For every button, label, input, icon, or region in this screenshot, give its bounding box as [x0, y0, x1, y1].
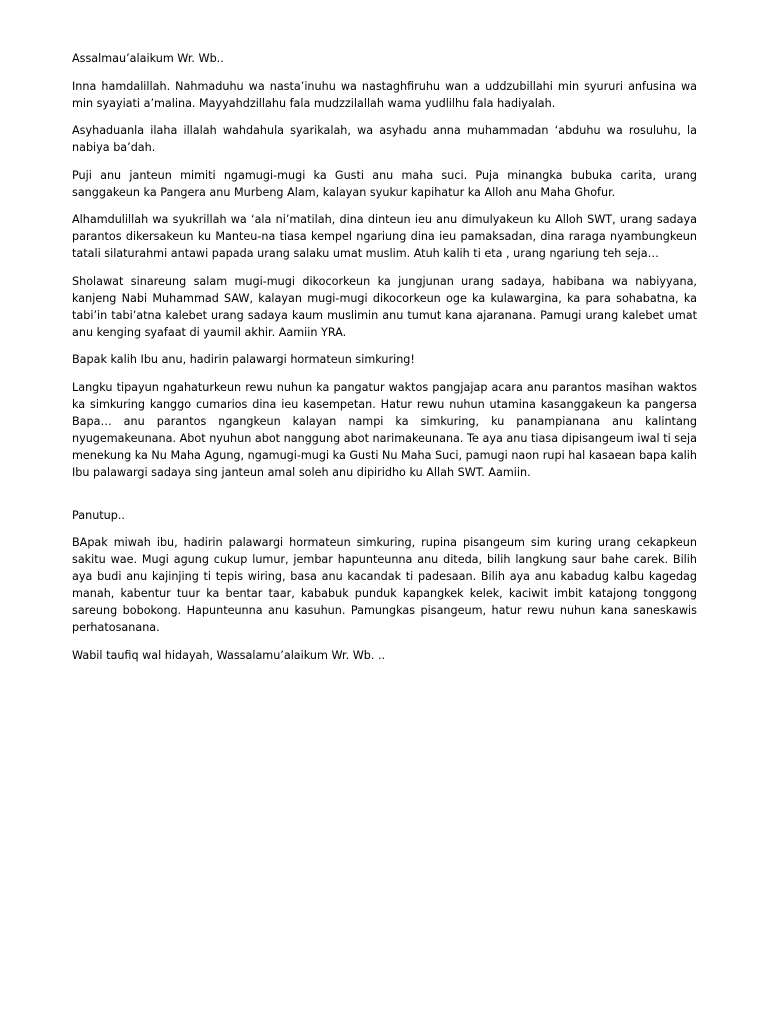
greeting-closing: Wabil taufiq wal hidayah, Wassalamu’alaikum Wr. Wb. .. [72, 648, 386, 662]
paragraph-hamdalah: Inna hamdalillah. Nahmaduhu wa nasta’inuhu wa nastaghfiruhu wan a uddzubillahi min syururi anfusina wa min syayiati a’malina. Mayyahdzillahu fala mudzzilallah wama yudlilhu fala hadiyalah. [72, 79, 697, 110]
section-heading-closing: Panutup.. [72, 508, 125, 522]
paragraph-sholawat: Sholawat sinareung salam mugi-mugi dikocorkeun ka jungjunan urang sadaya, habibana wa nabiyyana, kanjeng Nabi Muhammad SAW, kalayan mugi-mugi dikocorkeun oge ka kulawargina, ka para sohabatna, ka tabi’in tabi’atna kalebet urang sadaya kaum muslimin anu tumut kana ajaranana. Pamugi urang kalebet umat anu kenging syafaat di yaumil akhir. Aamiin YRA. [72, 274, 697, 339]
paragraph-thanks: Langku tipayun ngahaturkeun rewu nuhun ka pangatur waktos pangjajap acara anu parantos masihan waktos ka simkuring kanggo cumarios dina ieu kasempetan. Hatur rewu nuhun utamina kasanggakeun ka pangersa Bapa… anu parantos ngangkeun kalayan nampi ka simkuring, ku panampianana anu kalintang nyugemakeunana. Abot nyuhun abot nanggung abot narimakeunana. Te aya anu tiasa dipisangeum iwal ti seja menekung ka Nu Maha Agung, ngamugi-mugi ka Gusti Nu Maha Suci, pamugi naon rupi hal kasaean bapa kalih Ibu palawargi sadaya sing janteun amal soleh anu dipiridho ku Allah SWT. Aamiin. [72, 380, 697, 479]
paragraph-alhamdulillah: Alhamdulillah wa syukrillah wa ‘ala ni’matilah, dina dinteun ieu anu dimulyakeun ku Alloh SWT, urang sadaya parantos dikersakeun ku Manteu-na tiasa kempel ngariung dina ieu pamaksadan, dina raraga nyambungkeun tatali silaturahmi antawi papada urang salaku umat muslim. Atuh kalih ti eta , urang ngariung teh seja… [72, 213, 697, 260]
greeting-opening: Assalmau’alaikum Wr. Wb.. [72, 52, 224, 65]
paragraph-syahadat: Asyhaduanla ilaha illalah wahdahula syarikalah, wa asyhadu anna muhammadan ‘abduhu wa rosuluhu, la nabiya ba’dah. [72, 124, 697, 154]
document-page [72, 50, 697, 674]
paragraph-closing: BApak miwah ibu, hadirin palawargi hormateun simkuring, rupina pisangeum sim kuring urang cekapkeun sakitu wae. Mugi agung cukup lumur, jembar hapunteunna anu diteda, bilih langkung saur bahe carek. Bilih aya budi anu kajinjing ti tepis wiring, basa anu kacandak ti padesaan. Bilih aya anu kabadug kalbu kagedag manah, kabentur tuur ka bentar taar, kababuk punduk kapangkek kelek, kaciwit imbit katajong tonggong sareung bobokong. Hapunteunna anu kasuhun. Pamungkas pisangeum, hatur rewu nuhun kana saneskawis perhatosanana. [72, 536, 697, 634]
paragraph-puji: Puji anu janteun mimiti ngamugi-mugi ka Gusti anu maha suci. Puja minangka bubuka carita, urang sanggakeun ka Pangera anu Murbeng Alam, kalayan syukur kapihatur ka Alloh anu Maha Ghofur. [72, 168, 697, 199]
paragraph-address: Bapak kalih Ibu anu, hadirin palawargi hormateun simkuring! [72, 353, 415, 366]
